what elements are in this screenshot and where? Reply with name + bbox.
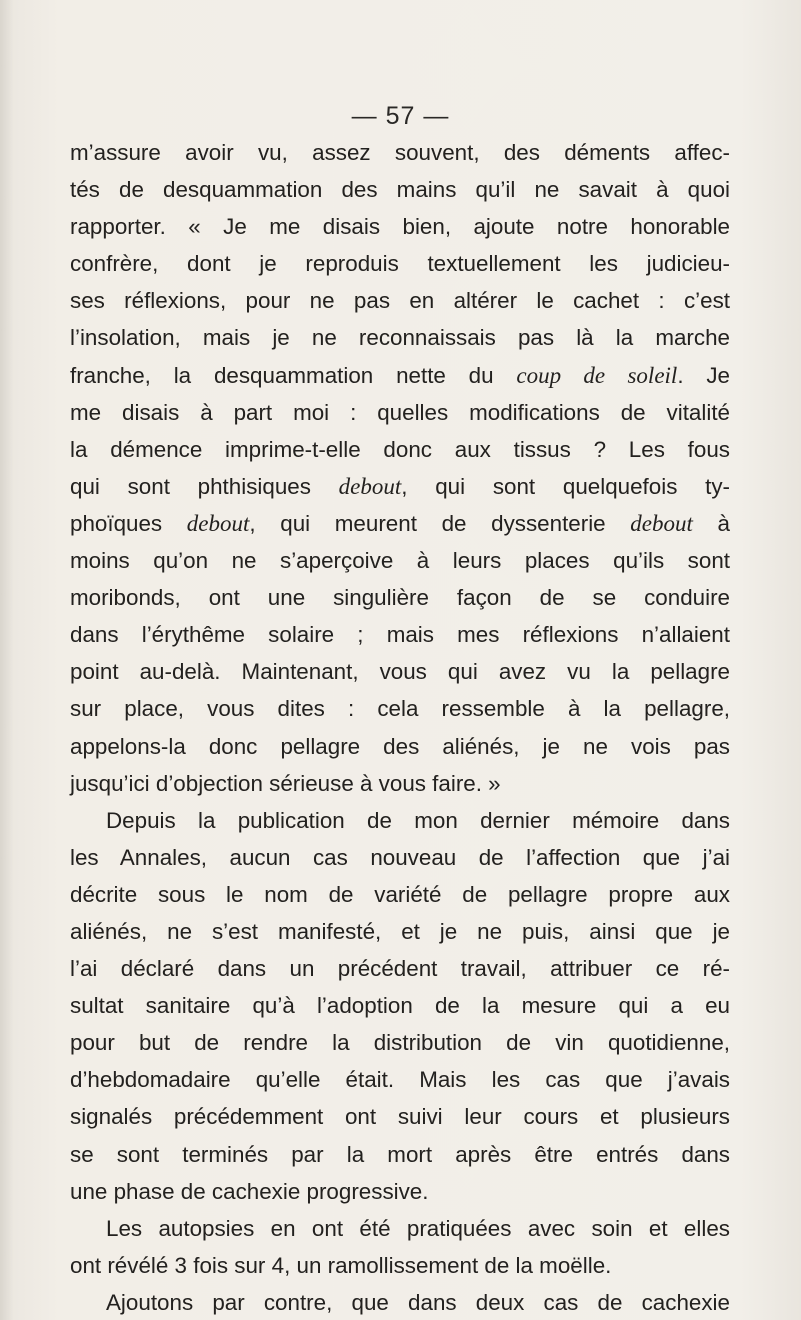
text-line [70,728,730,765]
text-line [70,690,730,727]
text-line [70,913,730,950]
text-segment: . Je [677,362,730,388]
text-segment: à [692,510,730,536]
text-segment: phoïques [70,510,187,536]
text-line [70,319,730,356]
text-segment: une phase de cachexie progressive. [70,1178,429,1204]
text-segment: aliénés, ne s’est manifesté, et je ne puis, ainsi que je [70,918,730,944]
text-segment: d’hebdomadaire qu’elle était. Mais les cas que j’avais [70,1067,730,1093]
text-segment: , qui sont quelquefois ty- [401,473,730,499]
italic-phrase: coup de soleil [516,362,678,388]
italic-phrase: debout [186,510,250,536]
text-segment: moribonds, ont une singulière façon de se conduire [70,585,730,611]
text-line [70,134,730,171]
text-segment: , qui meurent de dyssenterie [249,510,631,536]
text-line [70,987,730,1024]
text-line [70,950,730,987]
text-line [70,1210,730,1247]
text-line [70,505,730,542]
text-segment: les Annales, aucun cas nouveau de l’affection que j’ai [70,844,730,870]
text-segment: l’ai déclaré dans un précédent travail, attribuer ce ré- [70,956,730,982]
text-line [70,876,730,913]
text-line [70,542,730,579]
text-segment: appelons-la donc pellagre des aliénés, je ne vois pas [70,733,730,759]
text-segment: m’assure avoir vu, assez souvent, des déments affec- [70,140,730,165]
text-segment: jusqu’ici d’objection sérieuse à vous faire. » [70,770,501,796]
text-segment: franche, la desquammation nette du [70,362,517,388]
text-line [70,1136,730,1173]
text-segment: moins qu’on ne s’aperçoive à leurs places qu’ils sont [70,548,730,574]
text-segment: rapporter. « Je me disais bien, ajoute notre honorable [70,214,730,240]
text-line [70,171,730,208]
text-line [70,394,730,431]
text-line [70,282,730,319]
text-line [70,653,730,690]
text-line [70,1098,730,1135]
text-line [70,1024,730,1061]
text-segment: tés de desquammation des mains qu’il ne savait à quoi [70,177,730,203]
text-segment: Ajoutons par contre, que dans deux cas de cachexie [106,1289,730,1315]
text-segment: dans l’érythême solaire ; mais mes réflexions n’allaient [70,622,730,648]
text-segment: qui sont phthisiques [70,473,339,499]
text-segment: la démence imprime-t-elle donc aux tissus ? Les fous [70,436,730,462]
text-line [70,1061,730,1098]
text-segment: point au-delà. Maintenant, vous qui avez vu la pellagre [70,659,730,685]
text-segment: me disais à part moi : quelles modifications de vitalité [70,399,730,425]
text-segment: se sont terminés par la mort après être entrés dans [70,1141,730,1167]
text-line [70,1284,730,1320]
text-segment: signalés précédemment ont suivi leur cours et plusieurs [70,1104,730,1130]
text-line [70,765,730,802]
text-segment: l’insolation, mais je ne reconnaissais pas là la marche [70,325,730,351]
text-line [70,1173,730,1210]
page-number: — 57 — [351,102,450,130]
text-line [70,431,730,468]
body-text [70,134,730,1320]
italic-phrase: debout [630,510,693,536]
text-segment: Les autopsies en ont été pratiquées avec soin et elles [106,1215,730,1241]
text-segment: sultat sanitaire qu’à l’adoption de la mesure qui a eu [70,993,730,1019]
text-line [70,357,730,394]
text-segment: confrère, dont je reproduis textuellement les judicieu- [70,251,730,277]
text-segment: Depuis la publication de mon dernier mémoire dans [106,807,730,833]
text-segment: décrite sous le nom de variété de pellagre propre aux [70,881,730,907]
text-line [70,1247,730,1284]
text-segment: pour but de rendre la distribution de vin quotidienne, [70,1030,730,1056]
text-line [70,802,730,839]
text-segment: ses réflexions, pour ne pas en altérer le cachet : c’est [70,288,730,314]
text-line [70,468,730,505]
italic-phrase: debout [338,473,402,499]
text-segment: ont révélé 3 fois sur 4, un ramollissement de la moëlle. [70,1252,612,1278]
text-line [70,208,730,245]
text-line [70,579,730,616]
text-line [70,245,730,282]
text-line [70,839,730,876]
text-segment: sur place, vous dites : cela ressemble à la pellagre, [70,696,730,722]
text-line [70,616,730,653]
